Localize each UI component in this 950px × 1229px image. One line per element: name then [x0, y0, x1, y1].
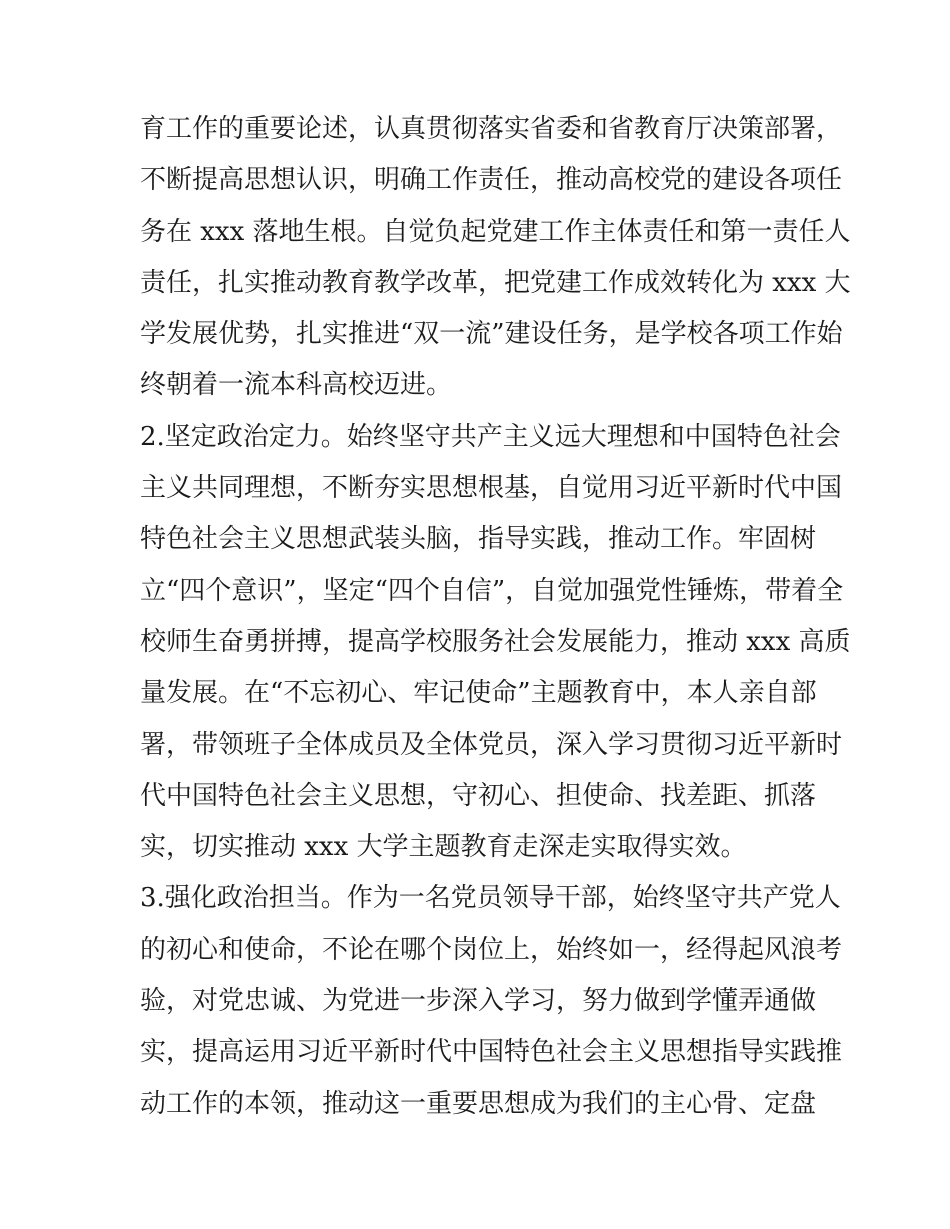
- text-line: 实，提高运用习近平新时代中国特色社会主义思想指导实践推: [140, 1037, 843, 1068]
- text-line: 量发展。在“不忘初心、牢记使命”主题教育中，本人亲自部: [140, 678, 817, 709]
- text-line: 的初心和使命，不论在哪个岗位上，始终如一，经得起风浪考: [140, 934, 843, 965]
- text-line: 署，带领班子全体成员及全体党员，深入学习贯彻习近平新时: [140, 729, 843, 760]
- text-line: 不断提高思想认识，明确工作责任，推动高校党的建设各项任: [140, 165, 843, 196]
- text-line: 验，对党忠诚、为党进一步深入学习，努力做到学懂弄通做: [140, 986, 817, 1017]
- text-line: 代中国特色社会主义思想，守初心、担使命、找差距、抓落: [140, 780, 817, 811]
- text-line: 动工作的本领，推动这一重要思想成为我们的主心骨、定盘: [140, 1088, 817, 1119]
- text-line: 校师生奋勇拼搏，提高学校服务社会发展能力，推动 xxx 高质: [140, 626, 851, 657]
- text-line: 责任，扎实推动教育教学改革，把党建工作成效转化为 xxx 大: [140, 267, 851, 298]
- text-line: 实，切实推动 xxx 大学主题教育走深走实取得实效。: [140, 832, 747, 863]
- text-line: 育工作的重要论述，认真贯彻落实省委和省教育厅决策部署，: [140, 114, 843, 144]
- body-text: [140, 104, 851, 1130]
- section-heading-line: 2.坚定政治定力。始终坚守共产主义远大理想和中国特色社会: [140, 421, 841, 452]
- section-heading-line: 3.强化政治担当。作为一名党员领导干部，始终坚守共产党人: [140, 883, 841, 914]
- text-line: 终朝着一流本科高校迈进。: [140, 370, 453, 401]
- text-line: 特色社会主义思想武装头脑，指导实践，推动工作。牢固树: [140, 524, 817, 555]
- text-line: 主义共同理想，不断夯实思想根基，自觉用习近平新时代中国: [140, 473, 843, 504]
- text-line: 务在 xxx 落地生根。自觉负起党建工作主体责任和第一责任人: [140, 216, 851, 247]
- text-line: 立“四个意识”，坚定“四个自信”，自觉加强党性锤炼，带着全: [140, 575, 844, 606]
- text-line: 学发展优势，扎实推进“双一流”建设任务，是学校各项工作始: [140, 319, 843, 350]
